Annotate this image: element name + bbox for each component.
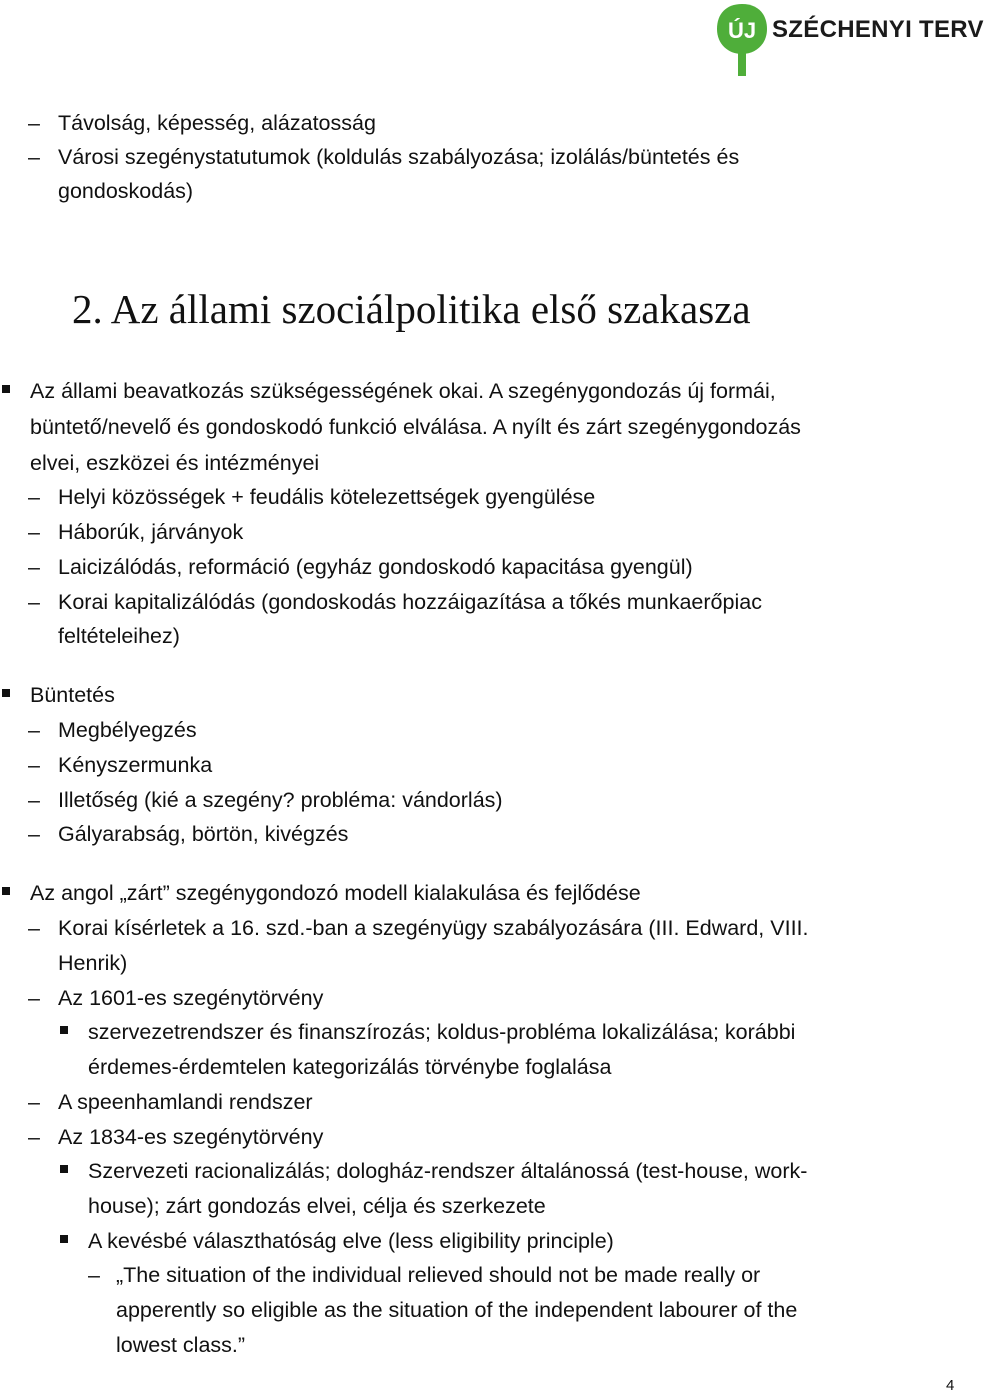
text-line: Az 1601-es szegénytörvény: [58, 986, 324, 1010]
text-line: Helyi közösségek + feudális kötelezettségek gyengülése: [58, 485, 596, 509]
dash-bullet: –: [28, 520, 40, 544]
text-line: Az angol „zárt” szegénygondozó modell kialakulása és fejlődése: [30, 881, 641, 905]
dash-bullet: –: [28, 986, 40, 1010]
text-line: büntető/nevelő és gondoskodó funkció elválása. A nyílt és zárt szegénygondozás: [30, 415, 801, 439]
text-line: house); zárt gondozás elvei, célja és szerkezete: [88, 1194, 546, 1218]
text-line: Az állami beavatkozás szükségességének okai. A szegénygondozás új formái,: [30, 379, 776, 403]
svg-text:ÚJ: ÚJ: [727, 18, 757, 43]
text-line: Gályarabság, börtön, kivégzés: [58, 822, 349, 846]
text-line: Háborúk, járványok: [58, 520, 244, 544]
text-line: Korai kísérletek a 16. szd.-ban a szegényügy szabályozására (III. Edward, VIII.: [58, 916, 809, 940]
text-line: Megbélyegzés: [58, 718, 197, 742]
dash-bullet: –: [88, 1263, 100, 1287]
quote-line: apperently so eligible as the situation of the independent labourer of the: [116, 1298, 798, 1322]
text-line: elvei, eszközei és intézményei: [30, 451, 320, 475]
square-bullet-icon: [2, 689, 10, 697]
text-line: Korai kapitalizálódás (gondoskodás hozzáigazítása a tőkés munkaerőpiac: [58, 590, 762, 614]
text-line: Kényszermunka: [58, 753, 213, 777]
dash-bullet: –: [28, 145, 40, 169]
text-line: Laicizálódás, reformáció (egyház gondoskodó kapacitása gyengül): [58, 555, 693, 579]
dash-bullet: –: [28, 916, 40, 940]
square-bullet-icon: [2, 385, 10, 393]
text-line: szervezetrendszer és finanszírozás; koldus-probléma lokalizálása; korábbi: [88, 1020, 796, 1044]
dash-bullet: –: [28, 555, 40, 579]
dash-bullet: –: [28, 590, 40, 614]
dash-bullet: –: [28, 788, 40, 812]
text-line: Szervezeti racionalizálás; dologház-rendszer általánossá (test-house, work-: [88, 1159, 808, 1183]
quote-line: „The situation of the individual relieved should not be made really or: [116, 1263, 761, 1287]
text-line: gondoskodás): [58, 179, 194, 203]
square-bullet-icon: [2, 887, 10, 895]
square-bullet-icon: [60, 1235, 68, 1243]
dash-bullet: –: [28, 822, 40, 846]
text-line: Büntetés: [30, 683, 115, 707]
square-bullet-icon: [60, 1026, 68, 1034]
dash-bullet: –: [28, 485, 40, 509]
logo-text: SZÉCHENYI TERV: [772, 16, 984, 43]
text-line: érdemes-érdemtelen kategorizálás törvénybe foglalása: [88, 1055, 612, 1079]
szechenyi-terv-logo: [712, 0, 984, 78]
page-number: 4: [946, 1377, 955, 1394]
square-bullet-icon: [60, 1165, 68, 1173]
dash-bullet: –: [28, 753, 40, 777]
text-line: A speenhamlandi rendszer: [58, 1090, 313, 1114]
text-line: Az 1834-es szegénytörvény: [58, 1125, 324, 1149]
text-line: Távolság, képesség, alázatosság: [58, 111, 376, 135]
text-line: Henrik): [58, 951, 128, 975]
dash-bullet: –: [28, 718, 40, 742]
text-line: Illetőség (kié a szegény? probléma: vándorlás): [58, 788, 503, 812]
dash-bullet: –: [28, 111, 40, 135]
text-line: A kevésbé választhatóság elve (less eligibility principle): [88, 1229, 614, 1253]
section-heading: 2. Az állami szociálpolitika első szakasza: [72, 286, 751, 332]
text-line: feltételeihez): [58, 624, 180, 648]
dash-bullet: –: [28, 1090, 40, 1114]
uj-badge-icon: [712, 0, 772, 78]
dash-bullet: –: [28, 1125, 40, 1149]
quote-line: lowest class.”: [116, 1333, 246, 1357]
text-line: Városi szegénystatutumok (koldulás szabályozása; izolálás/büntetés és: [58, 145, 740, 169]
